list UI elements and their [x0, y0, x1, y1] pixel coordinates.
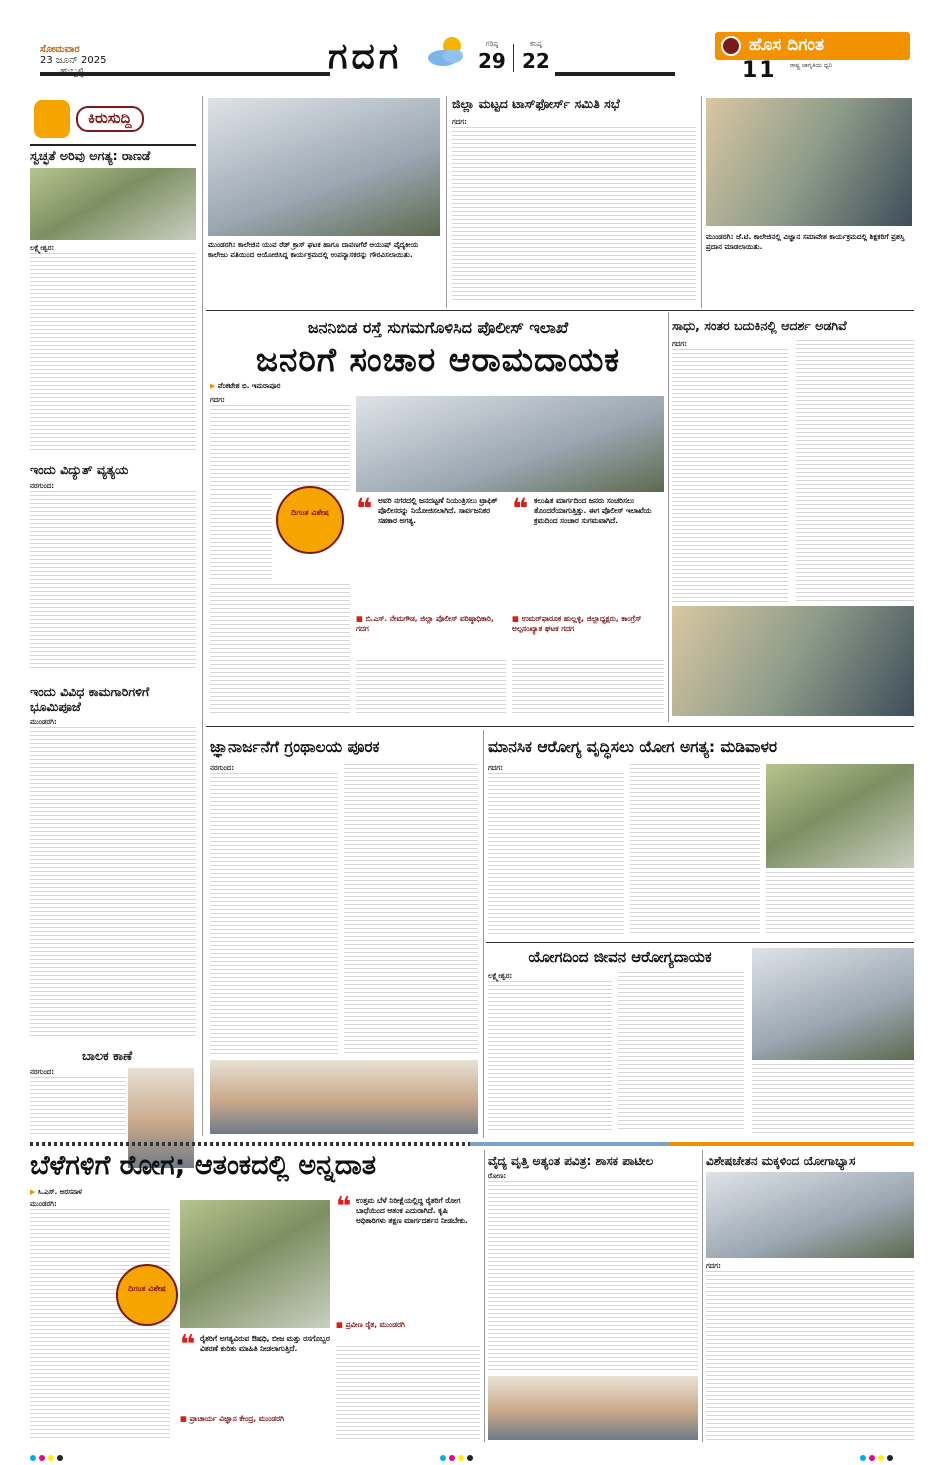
- quote-source-text: ಉಮರ್‌ಫಾರೂಕ ಹುಲ್ಲಳ್ಳಿ, ಜಿಲ್ಲಾಧ್ಯಕ್ಷರು, ಕಾಂಗ್ರೆಸ್ ಅಲ್ಪಸಂಖ್ಯಾತ ಘಟಕ ಗದಗ: [512, 614, 642, 633]
- saints-title: ಸಾಧು, ಸಂತರ ಬದುಕಿನಲ್ಲಿ ಆದರ್ಶ ಅಡಗಿವೆ: [672, 318, 847, 333]
- source-arrow-icon: ■: [356, 614, 363, 623]
- column-rule: [668, 312, 669, 722]
- library-dateline: ನರಗುಂದ:: [210, 764, 235, 772]
- lead-body-col1c: [210, 584, 350, 714]
- yoga-health-body: [488, 972, 612, 1132]
- taskforce-title: ಜಿಲ್ಲಾ ಮಟ್ಟದ ಟಾಸ್‌ಫೋರ್ಸ್ ಸಮಿತಿ ಸಭೆ: [452, 96, 620, 111]
- quote-text: ಕಲುಷಿತ ಮಾರ್ಗದಿಂದ ಜನರು ಸಂಚರಿಸಲು ತೊಂದರೆಯಾಗುತ್ತಿತ್ತು. ಈಗ ಪೊಲೀಸ್ ಇಲಾಖೆಯ ಕ್ರಮದಿಂದ ಸಂಚಾರ ಸುಗಮವಾಗಿದೆ.: [534, 496, 652, 525]
- taskforce-dateline: ಗದಗ:: [452, 118, 467, 126]
- farm-special-badge: [116, 1264, 178, 1326]
- column-rule: [483, 730, 484, 1138]
- story-body: [30, 1068, 126, 1134]
- special-kids-photo: [706, 1172, 914, 1258]
- lead-dateline: ಗದಗ:: [210, 396, 225, 404]
- quote-source-text: ಪ್ರಾಚಾರ್ಯ ವಿಜ್ಞಾನ ಕೇಂದ್ರ, ಮುಂಡರಗಿ: [189, 1414, 285, 1423]
- max-temp-value: 29: [478, 49, 506, 73]
- science-meet-caption: ಮುಂಡರಗಿ: ಜೆ.ಟಿ. ಕಾಲೇಜಿನಲ್ಲಿ ವಿಜ್ಞಾನ ಸಮಾವೇಶ ಕಾರ್ಯಕ್ರಮದಲ್ಲಿ ಶಿಕ್ಷಕರಿಗೆ ಪ್ರಶಸ್ತಿ ಪ್ರದಾನ ಮಾಡಲಾಯಿತು.: [706, 232, 905, 251]
- page-number: 11: [742, 58, 777, 83]
- lead-kicker: ಜನನಿಬಿಡ ರಸ್ತೆ ಸುಗಮಗೊಳಿಸಿದ ಪೊಲೀಸ್ ಇಲಾಖೆ: [307, 318, 569, 337]
- paper-name: ಹೊಸ ದಿಗಂತ: [749, 35, 824, 55]
- kirusuddi-label-pill: [76, 106, 144, 132]
- quote-source: [356, 614, 506, 634]
- quote-mark-icon: ❝: [180, 1330, 196, 1360]
- story-body: [30, 718, 196, 1038]
- special-kids-dateline: ಗದಗ:: [706, 1262, 721, 1270]
- source-arrow-icon: ■: [336, 1320, 343, 1329]
- paper-logo: [715, 32, 910, 60]
- quote-source-text: ಪ್ರವೀಣ ರೈತ, ಮುಂಡರಗಿ: [345, 1320, 405, 1329]
- lead-special-badge: [276, 486, 344, 554]
- column-rule: [202, 96, 203, 1136]
- story-dateline: ನರಗುಂದ:: [30, 1068, 55, 1076]
- finger-icon: [34, 100, 70, 138]
- date-label: 23 ಜೂನ್ 2025: [40, 55, 107, 66]
- patil-body: [488, 1172, 698, 1372]
- kirusuddi-column: [30, 96, 198, 1136]
- story-body: [30, 244, 196, 454]
- quote-source: [512, 614, 664, 634]
- temp-divider: [513, 44, 514, 72]
- quote-mark-icon: ❝: [356, 492, 373, 525]
- story-dateline: ಮುಂಡರಗಿ:: [30, 718, 57, 726]
- section-divider: [30, 1140, 914, 1148]
- farm-headline: ಬೆಳೆಗಳಿಗೆ ರೋಗ; ಆತಂಕದಲ್ಲಿ ಅನ್ನದಾತ: [30, 1150, 377, 1181]
- yoga-health-dateline: ಲಕ್ಷ್ಮೇಶ್ವರ:: [488, 972, 513, 980]
- min-temp-label: ಕನಿಷ್ಠ: [530, 40, 542, 48]
- quote-text: ಉತ್ತಮ ಬೆಳೆ ನಿರೀಕ್ಷೆಯಲ್ಲಿದ್ದ ರೈತರಿಗೆ ರೋಗ ಬಾಧೆಯಿಂದ ಆತಂಕ ಎದುರಾಗಿದೆ. ಕೃಷಿ ಅಧಿಕಾರಿಗಳು ತಕ್ಷಣ ಮಾರ್ಗದರ್ಶನ ನೀಡಬೇಕು.: [356, 1196, 468, 1225]
- patil-dateline: ರೋಣ:: [488, 1172, 507, 1180]
- lead-body-col2: [356, 660, 506, 716]
- crop-photo: [180, 1200, 330, 1328]
- logo-emblem-icon: [721, 36, 741, 56]
- library-body-2: [344, 764, 478, 1054]
- story-body: [30, 482, 196, 672]
- section-rule: [206, 726, 914, 727]
- registration-marks-left: [30, 1446, 66, 1465]
- byline-arrow-icon: ▶: [210, 382, 216, 390]
- library-title: ಜ್ಞಾನಾರ್ಜನೆಗೆ ಗ್ರಂಥಾಲಯ ಪೂರಕ: [210, 738, 380, 756]
- lead-byline-text: ವೆಂಕಟೇಶ ಬಿ. ಇಮರಾಪೂರ: [217, 382, 281, 390]
- kirusuddi-header: [30, 96, 196, 146]
- yoga-mental-photo: [766, 764, 914, 868]
- section-rule: [206, 310, 914, 311]
- weather-icon: [425, 34, 469, 70]
- min-temp-block: [522, 40, 550, 73]
- lead-headline: ಜನರಿಗೆ ಸಂಚಾರ ಆರಾಮದಾಯಕ: [255, 340, 621, 379]
- story-title: ಸ್ವಚ್ಛತೆ ಅರಿವು ಅಗತ್ಯ: ರಾಣಡೆ: [30, 148, 151, 163]
- saints-body: [672, 340, 788, 602]
- column-rule: [484, 1150, 485, 1442]
- patil-photo: [488, 1376, 698, 1440]
- yoga-mental-body-2: [630, 764, 760, 936]
- max-temp-block: [478, 40, 506, 73]
- lead-quote-2: [512, 492, 664, 656]
- lead-body-col1: [210, 396, 350, 490]
- farm-body-col3: [336, 1346, 480, 1440]
- masthead-rule-left: [40, 72, 330, 76]
- quote-source: [336, 1320, 480, 1330]
- yoga-health-body-2: [618, 972, 744, 1132]
- lead-badge-text: ದಿಗಂತ ವಿಶೇಷ: [291, 508, 329, 517]
- farm-quote-2: [180, 1330, 330, 1440]
- paper-tagline: ರಾಷ್ಟ್ರ ಜಾಗೃತಿಯ ಧ್ವನಿ: [790, 62, 833, 69]
- byline-arrow-icon: ▶: [30, 1188, 36, 1196]
- kirusuddi-label: ಕಿರುಸುದ್ದಿ: [88, 109, 132, 127]
- library-body: [210, 764, 338, 1054]
- min-temp-value: 22: [522, 49, 550, 73]
- section-rule: [486, 942, 914, 943]
- lead-body-col3: [512, 660, 664, 716]
- yoga-mental-title: ಮಾನಸಿಕ ಆರೋಗ್ಯ ವೃದ್ಧಿಸಲು ಯೋಗ ಅಗತ್ಯ: ಮಡಿವಾಳರ: [488, 738, 778, 756]
- college-photo-caption: ಮುಂಡರಗಿ: ಕಾಲೇಜಿನ ಯುವ ರೆಡ್ ಕ್ರಾಸ್ ಘಟಕ ಹಾಗೂ ದಾವಣಗೆರೆ ಆಯುಷ್ ವೈದ್ಯಕೀಯ ಕಾಲೇಜು ವತಿಯಿಂದ ಆಯೋಜಿಸಿದ್ದ ಕಾರ್ಯಕ್ರಮದಲ್ಲಿ ಉಪನ್ಯಾಸಕರನ್ನು ಗೌರವಿಸಲಾಯಿತು.: [208, 240, 419, 259]
- registration-marks-center: [440, 1446, 476, 1465]
- source-arrow-icon: ■: [512, 614, 519, 623]
- patil-title: ವೈದ್ಯ ವೃತ್ತಿ ಅತ್ಯಂತ ಪವಿತ್ರ: ಶಾಸಕ ಪಾಟೀಲ: [488, 1154, 654, 1168]
- yoga-health-title: ಯೋಗದಿಂದ ಜೀವನ ಆರೋಗ್ಯದಾಯಕ: [528, 948, 712, 966]
- day-label: ಸೋಮವಾರ: [40, 44, 80, 55]
- yoga-mental-dateline: ಗದಗ:: [488, 764, 503, 772]
- story-photo: [30, 168, 196, 240]
- yoga-health-body-3: [752, 1064, 914, 1134]
- farm-byline: [30, 1188, 82, 1197]
- lead-byline: [210, 382, 280, 391]
- yoga-mental-body: [488, 764, 624, 936]
- registration-marks-right: [860, 1446, 896, 1465]
- story-title: ಇಂದು ವಿದ್ಯುತ್ ವ್ಯತ್ಯಯ: [30, 462, 129, 477]
- masthead-rule-right: [555, 72, 675, 76]
- farm-badge-text: ದಿಗಂತ ವಿಶೇಷ: [128, 1284, 166, 1293]
- city-title: ಗದಗ: [328, 36, 403, 77]
- quote-mark-icon: ❝: [512, 492, 529, 525]
- masthead: [0, 0, 945, 90]
- yoga-mental-body-3: [766, 872, 914, 936]
- max-temp-label: ಗರಿಷ್ಠ: [485, 40, 499, 48]
- quote-source: [180, 1414, 330, 1424]
- farm-quote-1: [336, 1192, 480, 1336]
- science-meet-photo: [706, 98, 912, 226]
- quote-source-text: ಬಿ.ಎಸ್. ನೇಮಗೌಡ, ಜಿಲ್ಲಾ ಪೊಲೀಸ್ ವರಿಷ್ಠಾಧಿಕಾರಿ, ಗದಗ: [356, 614, 494, 633]
- column-rule: [701, 96, 702, 308]
- saints-photo: [672, 606, 914, 716]
- library-photo: [210, 1060, 478, 1134]
- taskforce-body: [452, 118, 696, 302]
- column-rule: [702, 1150, 703, 1442]
- lead-body-col1b: [210, 494, 272, 580]
- quote-text: ರೈತರಿಗೆ ಅಗತ್ಯವಿರುವ ಔಷಧಿ, ಬೀಜ ಮತ್ತು ರಸಗೊಬ್ಬರ ವಿತರಣೆ ಕುರಿತು ಮಾಹಿತಿ ನೀಡಲಾಗುತ್ತಿದೆ.: [200, 1334, 330, 1353]
- story-title: ಬಾಲಕ ಕಾಣೆ: [82, 1048, 133, 1063]
- farm-dateline: ಮುಂಡರಗಿ:: [30, 1200, 57, 1208]
- lead-quote-1: [356, 492, 506, 656]
- story-dateline: ಲಕ್ಷ್ಮೇಶ್ವರ:: [30, 244, 55, 252]
- yoga-health-photo: [752, 948, 914, 1060]
- special-kids-body: [706, 1262, 914, 1440]
- quote-mark-icon: ❝: [336, 1192, 352, 1222]
- saints-dateline: ಗದಗ:: [672, 340, 687, 348]
- story-title: ಇಂದು ವಿವಿಧ ಕಾಮಗಾರಿಗಳಿಗೆ ಭೂಮಿಪೂಜೆ: [30, 684, 150, 714]
- college-photo: [208, 98, 440, 236]
- farm-byline-text: ಸಿ.ಎಸ್. ಅರಸನಾಳ: [37, 1188, 82, 1196]
- story-dateline: ನರಗುಂದ:: [30, 482, 55, 490]
- column-rule: [446, 96, 447, 308]
- source-arrow-icon: ■: [180, 1414, 187, 1423]
- street-photo: [356, 396, 664, 492]
- quote-text: ಅವರಿ ನಗರದಲ್ಲಿ ಜನದಟ್ಟಣೆ ನಿಯಂತ್ರಿಸಲು ಟ್ರಾಫಿಕ್ ಪೊಲೀಸರನ್ನು ನಿಯೋಜಿಸಲಾಗಿದೆ. ಸಾರ್ವಜನಿಕರ ಸಹಕಾರ ಅಗತ್ಯ.: [378, 496, 498, 525]
- special-kids-title: ವಿಶೇಷಚೇತನ ಮಕ್ಕಳಿಂದ ಯೋಗಾಭ್ಯಾಸ: [706, 1154, 856, 1168]
- saints-body-2: [796, 340, 914, 602]
